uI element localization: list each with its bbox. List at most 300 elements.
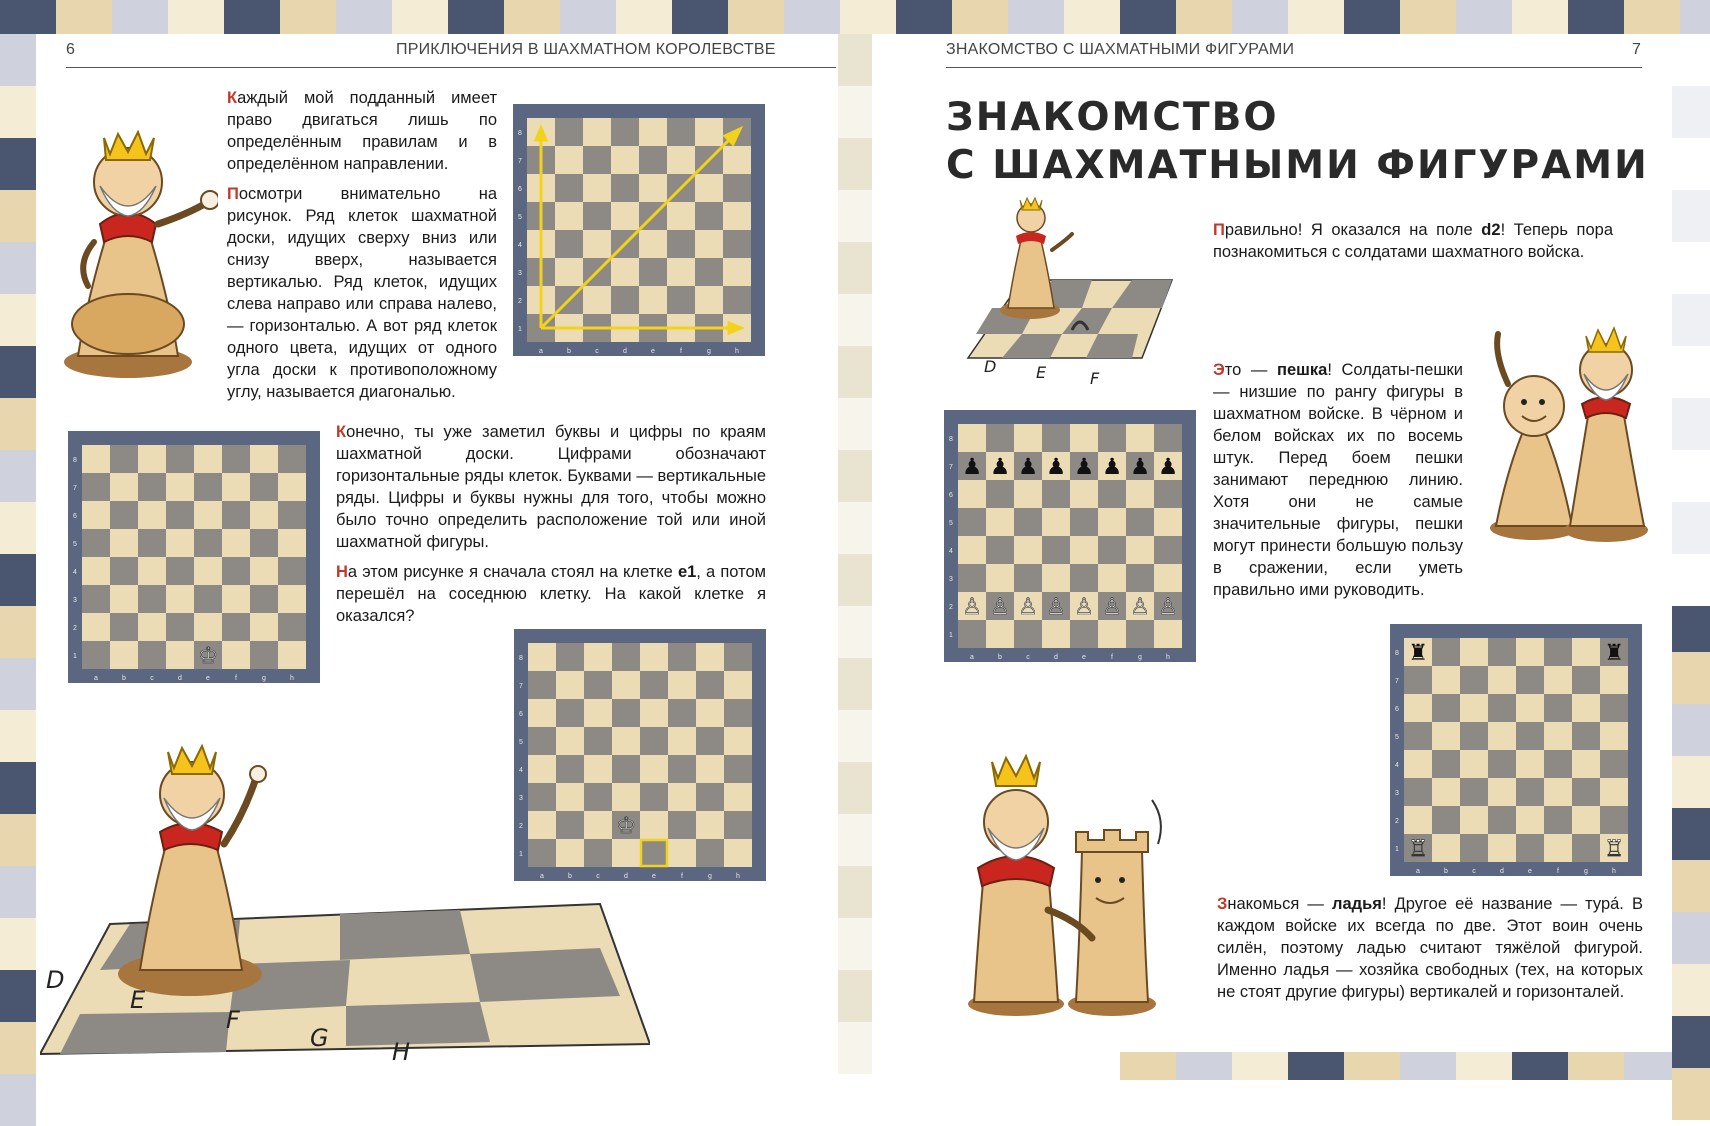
board-square — [583, 230, 611, 258]
rank-label: 8 — [519, 655, 523, 662]
rank-label: 7 — [73, 485, 77, 492]
board-square — [555, 146, 583, 174]
file-label: g — [262, 675, 266, 682]
board-square — [278, 529, 306, 557]
board-square — [1404, 750, 1432, 778]
board-square — [1154, 620, 1182, 648]
border-square — [504, 0, 560, 34]
king-character-pointing — [48, 74, 218, 384]
border-square — [838, 86, 872, 138]
rank-label: 5 — [518, 214, 522, 221]
rank-label: 2 — [1395, 818, 1399, 825]
border-square — [0, 1074, 36, 1126]
paragraph-text: осмотри внимательно на рисунок. Ряд клеток шахматной доски, идущих сверху вниз или снизу вверх, называется вертикалью. Ряд клеток, идущих слева направо или справа налево, — горизонталью. А вот ряд клеток одного цвета, идущих от одного угла доски к противоположному углу, называется диагональю. — [227, 185, 497, 401]
board-square — [194, 557, 222, 585]
chapter-title-line2: С ШАХМАТНЫМИ ФИГУРАМИ — [946, 143, 1649, 188]
floor-letter: D — [46, 966, 65, 994]
file-label: g — [707, 348, 711, 355]
board-square — [194, 613, 222, 641]
drop-letter: К — [227, 89, 238, 107]
board-square — [724, 671, 752, 699]
border-square — [0, 242, 36, 294]
black-pawn-icon: ♟ — [1073, 453, 1095, 480]
drop-letter: Э — [1213, 361, 1225, 379]
rank-label: 5 — [519, 739, 523, 746]
board-square — [1014, 536, 1042, 564]
board-square — [194, 473, 222, 501]
rank-label: 7 — [949, 464, 953, 471]
board-square — [1126, 536, 1154, 564]
board-square — [278, 613, 306, 641]
border-square — [1672, 860, 1710, 912]
board-square — [1042, 564, 1070, 592]
board-square — [1460, 778, 1488, 806]
floor-letter: D — [984, 357, 997, 376]
border-square — [838, 346, 872, 398]
border-square — [952, 0, 1008, 34]
rank-label: 5 — [73, 541, 77, 548]
border-square — [1064, 0, 1120, 34]
board-square — [250, 473, 278, 501]
board-square — [1572, 778, 1600, 806]
border-square — [1288, 0, 1344, 34]
board-square — [166, 557, 194, 585]
board-square — [1516, 638, 1544, 666]
rank-label: 6 — [949, 492, 953, 499]
rank-label: 8 — [1395, 650, 1399, 657]
board-square — [278, 585, 306, 613]
border-square — [1344, 1052, 1400, 1080]
rank-label: 8 — [949, 436, 953, 443]
board-square — [1572, 638, 1600, 666]
board-square — [1126, 424, 1154, 452]
file-label: b — [568, 873, 572, 880]
border-square — [0, 866, 36, 918]
paragraph-pawn: Это — пешка! Солдаты-пешки — низшие по рангу фигуры в шахматном войске. В чёрном и белом войсках их по восемь штук. Перед боем пешки занимают переднюю линию. Хотя они не самые значительные фигуры, пешки могут принести большую пользу в сражении, если уметь правильно ими руководить. — [1213, 361, 1463, 599]
board-square — [611, 286, 639, 314]
border-square — [838, 190, 872, 242]
border-square — [1672, 554, 1710, 606]
board-square — [1070, 564, 1098, 592]
board-square — [138, 529, 166, 557]
board-square — [986, 564, 1014, 592]
board-square — [278, 557, 306, 585]
border-square — [784, 0, 840, 34]
board-square — [1014, 508, 1042, 536]
board-square — [222, 613, 250, 641]
border-square — [1120, 1052, 1176, 1080]
floor-letter: E — [1036, 363, 1047, 382]
board-square — [639, 258, 667, 286]
chessboard-diagonal — [513, 104, 765, 356]
border-square — [1672, 756, 1710, 808]
board-square — [278, 641, 306, 669]
board-square — [166, 473, 194, 501]
file-label: f — [1111, 654, 1113, 661]
black-pawn-icon: ♟ — [961, 453, 983, 480]
board-square — [138, 585, 166, 613]
board-square — [555, 258, 583, 286]
border-square — [0, 762, 36, 814]
board-square — [723, 146, 751, 174]
board-square — [138, 641, 166, 669]
board-square — [695, 118, 723, 146]
border-square — [1672, 704, 1710, 756]
board-square — [583, 286, 611, 314]
board-square — [1460, 834, 1488, 862]
white-rook-icon: ♖ — [1603, 835, 1625, 862]
board-square — [1126, 508, 1154, 536]
board-square — [612, 643, 640, 671]
floor-letter: E — [130, 986, 146, 1014]
board-square — [668, 811, 696, 839]
board-square — [1572, 694, 1600, 722]
board-square — [110, 445, 138, 473]
board-square — [668, 727, 696, 755]
white-pawn-icon: ♙ — [961, 593, 983, 620]
file-label: h — [736, 873, 740, 880]
border-square — [838, 242, 872, 294]
board-square — [584, 699, 612, 727]
board-square — [1404, 666, 1432, 694]
border-square — [56, 0, 112, 34]
rank-label: 7 — [1395, 678, 1399, 685]
board-square — [695, 174, 723, 202]
board-square — [958, 536, 986, 564]
file-label: f — [681, 873, 683, 880]
piece-name-rook: ладья — [1332, 895, 1382, 913]
board-square — [958, 480, 986, 508]
rank-label: 4 — [518, 242, 522, 249]
border-square — [838, 138, 872, 190]
board-square — [667, 146, 695, 174]
rank-label: 3 — [519, 795, 523, 802]
board-square — [1544, 806, 1572, 834]
board-square — [250, 529, 278, 557]
board-square — [640, 699, 668, 727]
board-square — [1600, 666, 1628, 694]
board-square — [1516, 750, 1544, 778]
file-label: f — [680, 348, 682, 355]
board-square — [82, 613, 110, 641]
drop-letter: З — [1217, 895, 1228, 913]
border-square — [1568, 0, 1624, 34]
board-square — [1014, 480, 1042, 508]
board-square — [1042, 536, 1070, 564]
board-square — [639, 174, 667, 202]
board-square — [1572, 806, 1600, 834]
board-square — [138, 501, 166, 529]
board-square — [723, 202, 751, 230]
chessboard-pawns — [944, 410, 1196, 662]
board-square — [1154, 508, 1182, 536]
board-square — [222, 445, 250, 473]
black-pawn-icon: ♟ — [1017, 453, 1039, 480]
black-pawn-icon: ♟ — [1045, 453, 1067, 480]
board-square — [1432, 750, 1460, 778]
border-square — [1512, 1052, 1568, 1080]
border-square — [0, 294, 36, 346]
border-square — [1456, 1052, 1512, 1080]
board-square — [724, 699, 752, 727]
border-square — [1672, 600, 1710, 652]
board-square — [1126, 620, 1154, 648]
board-square — [556, 643, 584, 671]
board-square — [583, 118, 611, 146]
rank-label: 8 — [73, 457, 77, 464]
board-square — [1154, 564, 1182, 592]
paragraph-rules — [227, 87, 497, 175]
border-square — [0, 346, 36, 398]
board-square — [250, 445, 278, 473]
drop-letter: П — [1213, 221, 1225, 239]
board-square — [583, 146, 611, 174]
board-square — [724, 839, 752, 867]
rank-label: 4 — [73, 569, 77, 576]
board-square — [222, 501, 250, 529]
board-square — [668, 839, 696, 867]
border-square — [1672, 34, 1710, 86]
board-square — [278, 473, 306, 501]
board-square — [583, 202, 611, 230]
border-square — [838, 970, 872, 1022]
board-square — [611, 118, 639, 146]
paragraph-rook: Знакомься — ладья! Другое её название — тура́. В каждом войске их всегда по две. Этот воин очень силён, поэтому ладью считают тяжёлой фигурой. Именно ладья — хозяйка свободных (тех, на которых не стоят другие фигуры) вертикалей и горизонталей. — [1217, 895, 1643, 1001]
border-square — [616, 0, 672, 34]
board-square — [1544, 666, 1572, 694]
black-pawn-icon: ♟ — [1157, 453, 1179, 480]
rank-label: 1 — [949, 632, 953, 639]
white-pawn-icon: ♙ — [1045, 593, 1067, 620]
border-square — [0, 138, 36, 190]
rank-label: 7 — [518, 158, 522, 165]
board-square — [1516, 778, 1544, 806]
board-square — [1404, 806, 1432, 834]
white-pawn-icon: ♙ — [1017, 593, 1039, 620]
board-square — [1488, 834, 1516, 862]
board-square — [194, 501, 222, 529]
border-square — [1344, 0, 1400, 34]
border-square — [838, 294, 872, 346]
board-square — [1070, 508, 1098, 536]
border-square — [1672, 190, 1710, 242]
board-square — [278, 501, 306, 529]
board-square — [639, 230, 667, 258]
paragraph-coordinates — [336, 421, 766, 553]
board-square — [166, 529, 194, 557]
border-square — [838, 658, 872, 710]
border-square — [0, 606, 36, 658]
board-square — [166, 585, 194, 613]
board-square — [222, 529, 250, 557]
right-page-number: 7 — [1632, 41, 1642, 58]
board-square — [1544, 778, 1572, 806]
board-square — [611, 174, 639, 202]
border-square — [0, 970, 36, 1022]
white-rook-icon: ♖ — [1407, 835, 1429, 862]
rank-label: 1 — [1395, 846, 1399, 853]
file-label: h — [1166, 654, 1170, 661]
rank-label: 1 — [518, 326, 522, 333]
board-square — [1432, 638, 1460, 666]
board-square — [1432, 806, 1460, 834]
board-square — [555, 202, 583, 230]
border-square — [838, 502, 872, 554]
board-square — [724, 727, 752, 755]
file-label: a — [539, 348, 543, 355]
board-square — [110, 473, 138, 501]
board-square — [724, 643, 752, 671]
board-square — [528, 671, 556, 699]
board-square — [1488, 666, 1516, 694]
rank-label: 1 — [73, 653, 77, 660]
border-square — [0, 658, 36, 710]
paragraph-question: На этом рисунке я сначала стоял на клетке e1, а потом перешёл на соседнюю клетку. На какой клетке я оказался? — [336, 563, 766, 625]
board-square — [82, 445, 110, 473]
border-square — [838, 1022, 872, 1074]
border-square — [838, 866, 872, 918]
border-square — [1232, 1052, 1288, 1080]
board-square — [1070, 424, 1098, 452]
border-square — [1672, 912, 1710, 964]
border-square — [1400, 0, 1456, 34]
floor-letter: H — [392, 1038, 411, 1064]
file-label: h — [290, 675, 294, 682]
board-square — [1014, 424, 1042, 452]
board-square — [723, 230, 751, 258]
paragraph-text: аждый мой подданный имеет право двигаться лишь по определённым правилам и в определённом направлении. — [227, 89, 497, 173]
border-square — [280, 0, 336, 34]
board-square — [668, 643, 696, 671]
white-pawn-icon: ♙ — [1101, 593, 1123, 620]
border-square — [1672, 652, 1710, 704]
drop-letter: К — [336, 423, 347, 441]
board-square — [1098, 620, 1126, 648]
king-on-d2-illustration — [962, 190, 1182, 386]
border-square — [0, 450, 36, 502]
board-square — [1432, 694, 1460, 722]
file-label: a — [1416, 868, 1420, 875]
board-square — [82, 529, 110, 557]
board-square — [250, 613, 278, 641]
board-square — [82, 557, 110, 585]
board-square — [1460, 722, 1488, 750]
board-square — [166, 641, 194, 669]
border-square — [1672, 964, 1710, 1016]
border-square — [1672, 138, 1710, 190]
rank-label: 4 — [519, 767, 523, 774]
board-square — [528, 643, 556, 671]
rank-label: 3 — [1395, 790, 1399, 797]
file-label: h — [1612, 868, 1616, 875]
rank-label: 6 — [519, 711, 523, 718]
board-square — [695, 230, 723, 258]
rank-label: 2 — [518, 298, 522, 305]
border-square — [224, 0, 280, 34]
board-square — [723, 258, 751, 286]
border-square — [838, 710, 872, 762]
file-label: c — [596, 873, 600, 880]
drop-letter: Н — [336, 563, 348, 581]
board-square — [1070, 536, 1098, 564]
right-header-rule — [946, 67, 1642, 68]
file-label: f — [235, 675, 237, 682]
border-square — [896, 0, 952, 34]
floor-letter: F — [1090, 369, 1100, 386]
rank-label: 4 — [1395, 762, 1399, 769]
file-label: f — [1557, 868, 1559, 875]
board-square — [696, 783, 724, 811]
board-square — [82, 501, 110, 529]
square-name: e1 — [677, 563, 697, 581]
board-square — [1516, 834, 1544, 862]
file-label: a — [94, 675, 98, 682]
board-square — [612, 671, 640, 699]
paragraph-answer: Правильно! Я оказался на поле d2! Теперь пора познакомиться с солдатами шахматного войска. — [1213, 221, 1613, 261]
board-square — [611, 258, 639, 286]
border-square — [672, 0, 728, 34]
board-square — [1488, 750, 1516, 778]
board-square — [138, 445, 166, 473]
king-hugging-rook-character — [952, 740, 1178, 1020]
rank-label: 4 — [949, 548, 953, 555]
border-square — [168, 0, 224, 34]
border-square — [838, 814, 872, 866]
file-label: h — [735, 348, 739, 355]
border-square — [0, 398, 36, 450]
left-header-rule — [66, 67, 836, 68]
board-square — [667, 230, 695, 258]
border-square — [840, 0, 896, 34]
board-square — [222, 585, 250, 613]
border-square — [1400, 1052, 1456, 1080]
rank-label: 2 — [519, 823, 523, 830]
board-square — [1404, 778, 1432, 806]
board-square — [667, 286, 695, 314]
board-square — [1432, 834, 1460, 862]
board-square — [250, 501, 278, 529]
white-king-icon: ♔ — [615, 812, 637, 839]
board-square — [696, 727, 724, 755]
board-square — [611, 146, 639, 174]
black-pawn-icon: ♟ — [1129, 453, 1151, 480]
board-square — [639, 146, 667, 174]
border-square — [1672, 242, 1710, 294]
file-label: g — [708, 873, 712, 880]
board-square — [528, 699, 556, 727]
board-square — [1432, 778, 1460, 806]
board-square — [986, 480, 1014, 508]
white-pawn-icon: ♙ — [1073, 593, 1095, 620]
board-square — [1126, 564, 1154, 592]
board-square — [986, 620, 1014, 648]
board-square — [1404, 694, 1432, 722]
board-square — [556, 699, 584, 727]
border-square — [1672, 86, 1710, 138]
border-square — [0, 190, 36, 242]
board-square — [1516, 722, 1544, 750]
rank-label: 6 — [73, 513, 77, 520]
border-square — [838, 554, 872, 606]
board-square — [696, 699, 724, 727]
rank-label: 6 — [1395, 706, 1399, 713]
board-square — [138, 473, 166, 501]
border-square — [838, 762, 872, 814]
border-square — [1672, 294, 1710, 346]
border-square — [392, 0, 448, 34]
board-square — [1544, 722, 1572, 750]
file-label: c — [1472, 868, 1476, 875]
